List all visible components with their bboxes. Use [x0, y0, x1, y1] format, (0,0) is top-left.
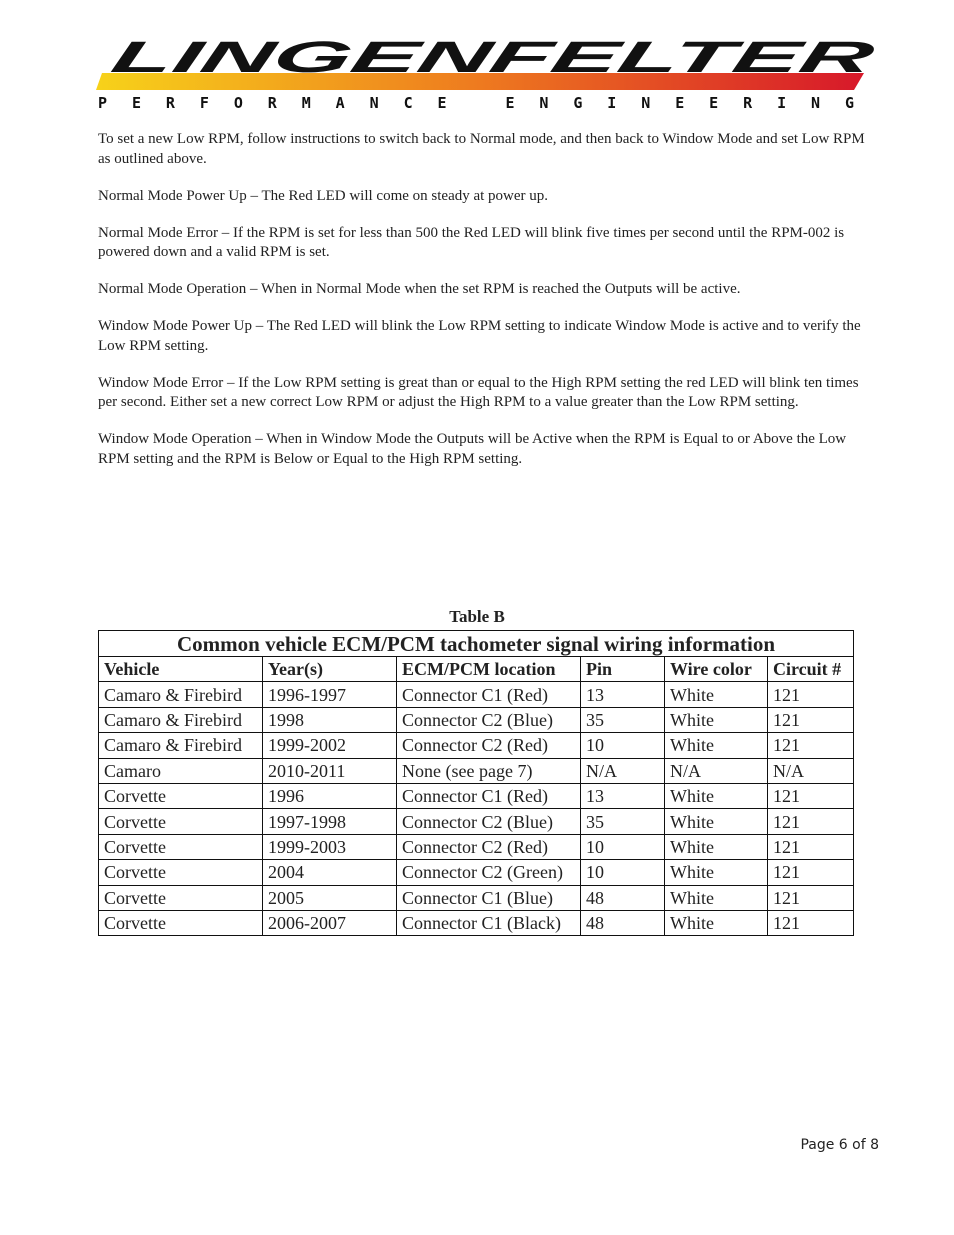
vehicle-cell: Corvette [99, 834, 263, 859]
circuit-cell: 121 [768, 860, 854, 885]
ecm-location-cell: Connector C2 (Red) [397, 834, 581, 859]
table-row [99, 783, 854, 808]
circuit-cell: 121 [768, 809, 854, 834]
ecm-location-cell: Connector C1 (Blue) [397, 885, 581, 910]
vehicle-cell: Camaro & Firebird [99, 682, 263, 707]
vehicle-cell: Camaro & Firebird [99, 733, 263, 758]
lingenfelter-logo [96, 24, 882, 112]
table-row [99, 885, 854, 910]
wire-color-cell: White [665, 707, 768, 732]
header-ecm-location: ECM/PCM location [397, 657, 581, 682]
pin-cell: 13 [581, 783, 665, 808]
pin-cell: 48 [581, 910, 665, 935]
table-row [99, 682, 854, 707]
pin-cell: 35 [581, 707, 665, 732]
paragraph-normal-power-up: Normal Mode Power Up – The Red LED will come on steady at power up. [98, 187, 549, 204]
pin-cell: 10 [581, 860, 665, 885]
vehicle-cell: Corvette [99, 860, 263, 885]
table-row [99, 707, 854, 732]
ecm-location-cell: Connector C1 (Red) [397, 783, 581, 808]
circuit-cell: 121 [768, 733, 854, 758]
circuit-cell: N/A [768, 758, 854, 783]
wire-color-cell: N/A [665, 758, 768, 783]
years-cell: 1996 [263, 783, 397, 808]
circuit-cell: 121 [768, 834, 854, 859]
ecm-location-cell: Connector C2 (Green) [397, 860, 581, 885]
pin-cell: N/A [581, 758, 665, 783]
pin-cell: 13 [581, 682, 665, 707]
paragraph-window-operation: Window Mode Operation – When in Window Mode the Outputs will be Active when the RPM is Equal to or Above the Low RPM setting and the RPM is Below or Equal to the High RPM setting. [98, 431, 847, 467]
years-cell: 2005 [263, 885, 397, 910]
table-title-row [99, 631, 854, 657]
years-cell: 1998 [263, 707, 397, 732]
wire-color-cell: White [665, 783, 768, 808]
table-row [99, 910, 854, 935]
vehicle-cell: Camaro [99, 758, 263, 783]
paragraph-window-error: Window Mode Error – If the Low RPM setting is great than or equal to the High RPM setting the red LED will blink ten times per second. Either set a new correct Low RPM or adjust the High RPM to a value greater than the Low RPM setting. [98, 374, 859, 410]
table-title: Common vehicle ECM/PCM tachometer signal wiring information [99, 631, 854, 657]
pin-cell: 48 [581, 885, 665, 910]
vehicle-cell: Corvette [99, 885, 263, 910]
circuit-cell: 121 [768, 783, 854, 808]
circuit-cell: 121 [768, 707, 854, 732]
years-cell: 2004 [263, 860, 397, 885]
ecm-location-cell: Connector C2 (Blue) [397, 707, 581, 732]
paragraph-window-power-up: Window Mode Power Up – The Red LED will blink the Low RPM setting to indicate Window Mode is active and to verify the Low RPM setting. [98, 318, 861, 354]
wire-color-cell: White [665, 682, 768, 707]
pin-cell: 10 [581, 733, 665, 758]
header-vehicle: Vehicle [99, 657, 263, 682]
wire-color-cell: White [665, 809, 768, 834]
table-header-row [99, 657, 854, 682]
paragraph-normal-operation: Normal Mode Operation – When in Normal Mode when the set RPM is reached the Outputs will be active. [98, 281, 741, 297]
table-row [99, 860, 854, 885]
vehicle-cell: Corvette [99, 910, 263, 935]
years-cell: 1997-1998 [263, 809, 397, 834]
table-caption: Table B [449, 607, 505, 626]
years-cell: 2010-2011 [263, 758, 397, 783]
years-cell: 1999-2003 [263, 834, 397, 859]
wiring-table [98, 630, 854, 936]
circuit-cell: 121 [768, 682, 854, 707]
instructions-body [98, 130, 880, 487]
logo-graphic [96, 24, 882, 112]
wire-color-cell: White [665, 733, 768, 758]
table-row [99, 834, 854, 859]
ecm-location-cell: Connector C1 (Black) [397, 910, 581, 935]
header-years: Year(s) [263, 657, 397, 682]
ecm-location-cell: Connector C1 (Red) [397, 682, 581, 707]
vehicle-cell: Corvette [99, 783, 263, 808]
ecm-location-cell: Connector C2 (Red) [397, 733, 581, 758]
wire-color-cell: White [665, 860, 768, 885]
years-cell: 1999-2002 [263, 733, 397, 758]
header-pin: Pin [581, 657, 665, 682]
logo-subtitle: PERFORMANCE ENGINEERING [98, 94, 854, 112]
years-cell: 1996-1997 [263, 682, 397, 707]
circuit-cell: 121 [768, 885, 854, 910]
circuit-cell: 121 [768, 910, 854, 935]
table-row [99, 809, 854, 834]
paragraph-new-low-rpm: To set a new Low RPM, follow instructions to switch back to Normal mode, and then back to Window Mode and set Low RPM as outlined above. [98, 131, 865, 167]
vehicle-cell: Corvette [99, 809, 263, 834]
pin-cell: 10 [581, 834, 665, 859]
logo-wordmark: LINGENFELTER [106, 33, 453, 82]
table-row [99, 758, 854, 783]
paragraph-normal-error: Normal Mode Error – If the RPM is set for less than 500 the Red LED will blink five times per second until the RPM-002 is powered down and a valid RPM is set. [98, 224, 845, 260]
header-circuit: Circuit # [768, 657, 854, 682]
wire-color-cell: White [665, 910, 768, 935]
wire-color-cell: White [665, 834, 768, 859]
years-cell: 2006-2007 [263, 910, 397, 935]
page-number: Page 6 of 8 [800, 1137, 879, 1153]
ecm-location-cell: None (see page 7) [397, 758, 581, 783]
header-wire-color: Wire color [665, 657, 768, 682]
vehicle-cell: Camaro & Firebird [99, 707, 263, 732]
table-row [99, 733, 854, 758]
ecm-location-cell: Connector C2 (Blue) [397, 809, 581, 834]
pin-cell: 35 [581, 809, 665, 834]
wire-color-cell: White [665, 885, 768, 910]
